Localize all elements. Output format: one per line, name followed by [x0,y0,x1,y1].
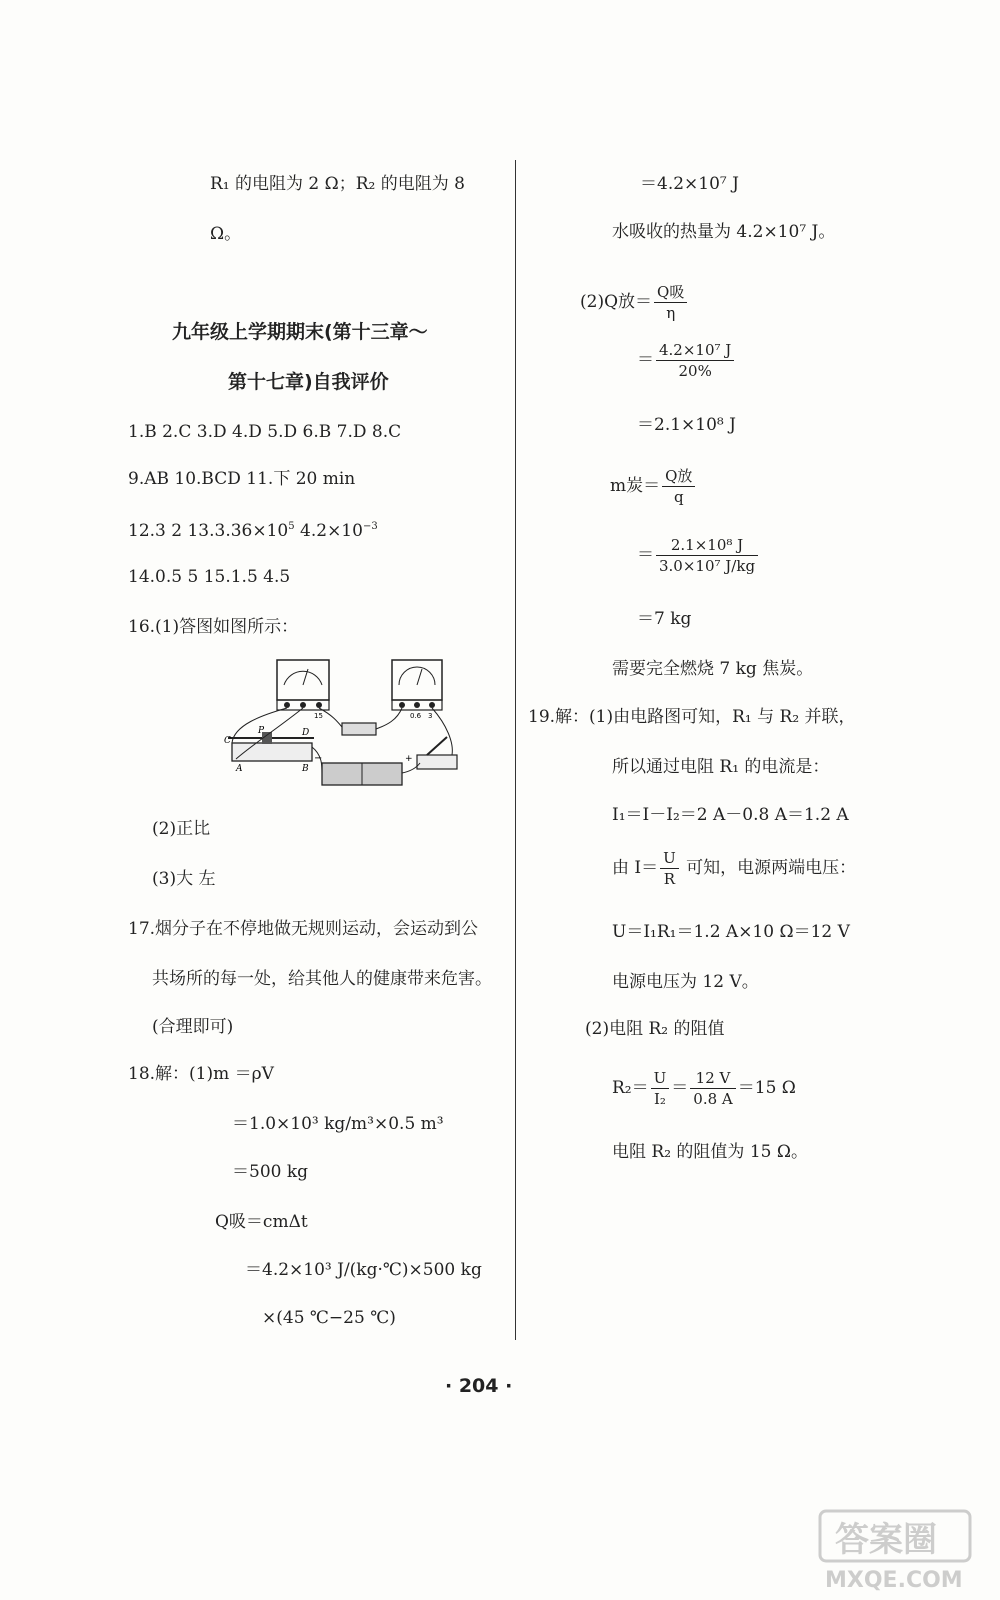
circuit-label: D [302,728,310,738]
solution-line: 水吸收的热量为 4.2×10⁷ J。 [612,222,836,242]
answer-18-line5: ＝4.2×10³ J/(kg·℃)×500 kg [245,1260,482,1280]
section-title-line2: 第十七章)自我评价 [228,371,389,393]
page-number: · 204 · [445,1375,513,1397]
answer-19-fraction-line: R₂＝ $\frac{U}{\text{I₂}}$ ＝ $\frac{12 V}{0.8 A}$ ＝15 Ω [612,1069,796,1108]
answer-18-line2: ＝1.0×10³ kg/m³×0.5 m³ [232,1114,444,1134]
watermark-logo [815,1509,980,1594]
answer-line: R₁ 的电阻为 2 Ω；R₂ 的电阻为 8 [210,174,465,194]
solution-fraction-line: ＝ $\frac{\text{4.2×10⁷ J}}{20\%}$ [637,340,736,381]
answer-16: 16.(1)答图如图所示： [128,617,299,637]
answer-18-line1: 18.解：(1)m ＝ρV [128,1064,274,1084]
solution-fraction-line: m炭＝ $\frac{\text{Q放}}{q}$ [610,466,697,507]
circuit-label: B [302,764,309,774]
circuit-label: + [405,754,413,764]
answer-18-line3: ＝500 kg [232,1162,309,1182]
answer-19-line5: U＝I₁R₁＝1.2 A×10 Ω＝12 V [612,922,850,942]
circuit-label: C [224,736,231,746]
answer-19-line1: 19.解：(1)由电路图可知，R₁ 与 R₂ 并联， [528,707,856,727]
circuit-label: 3 [428,712,433,720]
circuit-label: A [236,764,243,774]
circuit-label: − [314,753,323,764]
answer-line: Ω。 [210,224,242,244]
answer-19-line2: 所以通过电阻 R₁ 的电流是： [612,757,830,777]
circuit-label: 0.6 [410,712,422,720]
solution-line: ＝4.2×10⁷ J [640,174,739,194]
answer-16-3: (3)大 左 [152,869,216,889]
circuit-label: 15 [314,712,323,720]
svg-text:答案圈: 答案圈 [835,1520,937,1560]
solution-line: ＝7 kg [637,609,692,629]
column-divider [515,160,516,1340]
answer-18-line4: Q吸＝cmΔt [215,1212,308,1232]
section-title-line1: 九年级上学期期末(第十三章～ [172,321,428,343]
answer-19-fraction-line: 由 I＝ $\frac{U}{R}$ 可知，电源两端电压： [612,849,857,888]
solution-line: 需要完全燃烧 7 kg 焦炭。 [612,659,814,679]
answer-17-line1: 17.烟分子在不停地做无规则运动，会运动到公 [128,919,479,939]
solution-fraction-line: (2)Q放＝ $\frac{\text{Q吸}}{\eta}$ [580,282,689,323]
answer-row-1-8: 1.B 2.C 3.D 4.D 5.D 6.B 7.D 8.C [128,422,402,442]
answer-19-line9: 电阻 R₂ 的阻值为 15 Ω。 [612,1142,808,1162]
answer-18-line6: ×(45 ℃−25 ℃) [262,1308,396,1328]
circuit-diagram [222,655,467,805]
circuit-label: P [258,726,265,736]
answer-16-2: (2)正比 [152,819,211,839]
solution-line: ＝2.1×10⁸ J [637,415,736,435]
answer-row-9-11: 9.AB 10.BCD 11.下 20 min [128,469,356,489]
answer-19-line7: (2)电阻 R₂ 的阻值 [585,1019,725,1039]
answer-19-line6: 电源电压为 12 V。 [612,972,759,992]
answer-row-12-13: 12.3 2 $13.3.36\times 10^5$ $4.2\times 10^{-3}$ [128,521,378,541]
answer-17-line2: 共场所的每一处，给其他人的健康带来危害。 [152,969,492,989]
answer-17-line3: (合理即可) [152,1017,234,1037]
answer-row-14-15: 14.0.5 5 15.1.5 4.5 [128,567,291,587]
answer-19-line3: I₁＝I－I₂＝2 A－0.8 A＝1.2 A [612,805,849,825]
solution-fraction-line: ＝ $\frac{\text{2.1×10⁸ J}}{\text{3.0×10⁷ J/kg}}$ [637,535,760,576]
watermark-text: MXQE.COM [825,1568,963,1593]
